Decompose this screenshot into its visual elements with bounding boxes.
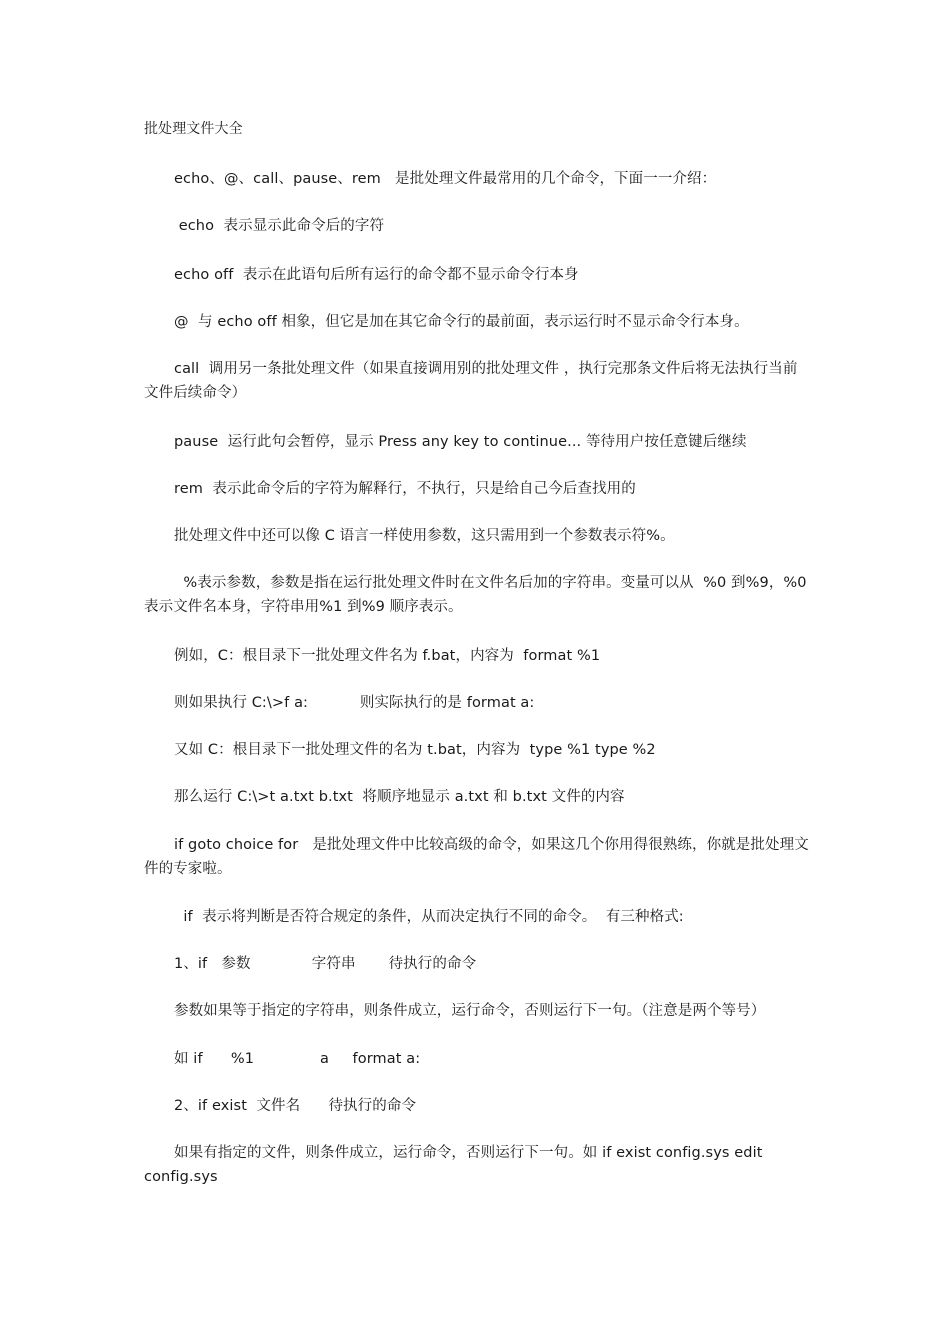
paragraph-echo-off: echo off 表示在此语句后所有运行的命令都不显示命令行本身 bbox=[174, 267, 579, 283]
paragraph-rem: rem 表示此命令后的字符为解释行，不执行，只是给自己今后查找用的 bbox=[174, 481, 636, 497]
paragraph-if-format-1: 1、if 参数 字符串 待执行的命令 bbox=[174, 956, 477, 972]
paragraph-example-t: 又如 C：根目录下一批处理文件的名为 t.bat，内容为 type %1 type %2 bbox=[174, 742, 656, 758]
paragraph-if-format-1-desc: 参数如果等于指定的字符串，则条件成立，运行命令，否则运行下一句。（注意是两个等号） bbox=[174, 1003, 766, 1019]
paragraph-intro: echo、@、call、pause、rem 是批处理文件最常用的几个命令，下面一一介绍： bbox=[174, 171, 717, 187]
paragraph-if-format-2-desc: 如果有指定的文件，则条件成立，运行命令，否则运行下一句。如 if exist config.sys edit config.sys bbox=[144, 1145, 768, 1185]
paragraph-if-example: 如 if %1 a format a: bbox=[174, 1051, 421, 1067]
paragraph-echo: echo 表示显示此命令后的字符 bbox=[174, 218, 385, 234]
paragraph-pause: pause 运行此句会暂停，显示 Press any key to continue... 等待用户按任意键后继续 bbox=[174, 434, 747, 450]
paragraph-at-sign: @ 与 echo off 相象，但它是加在其它命令行的最前面，表示运行时不显示命令行本身。 bbox=[174, 314, 749, 330]
paragraph-call: call 调用另一条批处理文件（如果直接调用别的批处理文件 ，执行完那条文件后将无法执行当前文件后续命令） bbox=[144, 361, 798, 401]
paragraph-run-t: 那么运行 C:\>t a.txt b.txt 将顺序地显示 a.txt 和 b.txt 文件的内容 bbox=[174, 789, 625, 805]
paragraph-percent: %表示参数，参数是指在运行批处理文件时在文件名后加的字符串。变量可以从 %0 到%9，%0 表示文件名本身，字符串用%1 到%9 顺序表示。 bbox=[144, 575, 812, 615]
paragraph-if-format-2: 2、if exist 文件名 待执行的命令 bbox=[174, 1098, 417, 1114]
paragraph-advanced: if goto choice for 是批处理文件中比较高级的命令，如果这几个你用得很熟练，你就是批处理文件的专家啦。 bbox=[144, 837, 809, 877]
paragraph-run-f: 则如果执行 C:\>f a: 则实际执行的是 format a: bbox=[174, 695, 535, 711]
document-title: 批处理文件大全 bbox=[144, 121, 243, 137]
paragraph-if: if 表示将判断是否符合规定的条件，从而决定执行不同的命令。 有三种格式: bbox=[174, 909, 684, 925]
paragraph-example-f: 例如，C：根目录下一批处理文件名为 f.bat，内容为 format %1 bbox=[174, 648, 601, 664]
paragraph-parameters: 批处理文件中还可以像 C 语言一样使用参数，这只需用到一个参数表示符%。 bbox=[174, 528, 675, 544]
